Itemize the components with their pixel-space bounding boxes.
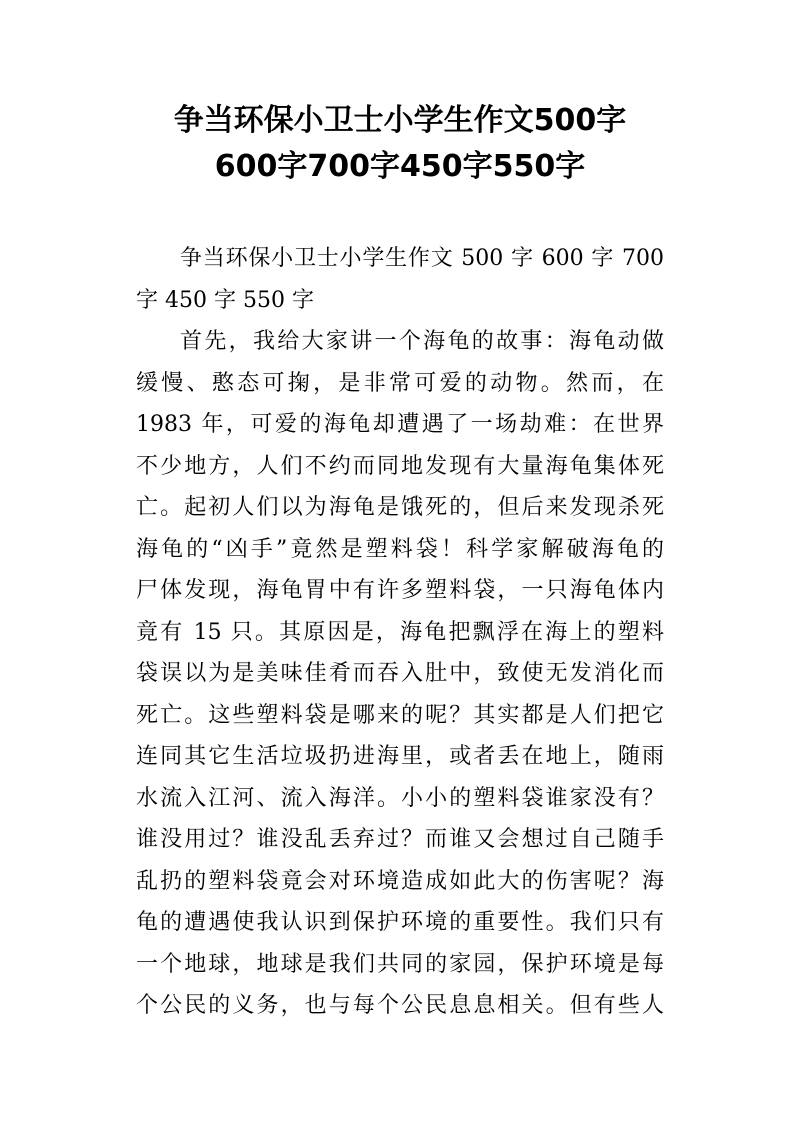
title-line-2: 600字700字450字550字 [214, 149, 586, 184]
body-line: 争当环保小卫士小学生作文 500 字 600 字 700 [180, 246, 664, 271]
body-line: 首先，我给大家讲一个海龟的故事：海龟动做 [180, 329, 664, 354]
body-line: 1983 年，可爱的海龟却遭遇了一场劫难：在世界 [136, 412, 664, 437]
body-line: 谁没用过？谁没乱丢弃过？而谁又会想过自己随手 [136, 827, 664, 852]
body-line: 个公民的义务，也与每个公民息息相关。但有些人 [136, 993, 664, 1018]
body-line: 不少地方，人们不约而同地发现有大量海龟集体死 [136, 453, 664, 479]
body-line: 尸体发现，海龟胃中有许多塑料袋，一只海龟体内 [136, 578, 664, 603]
body-line: 水流入江河、流入海洋。小小的塑料袋谁家没有？ [136, 785, 664, 811]
body-line: 字 450 字 550 字 [136, 287, 314, 313]
document-body [136, 238, 664, 1027]
title-line-1: 争当环保小卫士小学生作文500字 [173, 103, 627, 138]
body-line: 缓慢、憨态可掬，是非常可爱的动物。然而，在 [136, 370, 664, 396]
body-line: 死亡。这些塑料袋是哪来的呢？其实都是人们把它 [136, 702, 664, 728]
body-line: 龟的遭遇使我认识到保护环境的重要性。我们只有 [136, 910, 664, 935]
body-line: 亡。起初人们以为海龟是饿死的，但后来发现杀死 [136, 495, 664, 520]
body-line: 竟有 15 只。其原因是，海龟把飘浮在海上的塑料 [136, 619, 664, 645]
document-title [120, 98, 680, 190]
body-line: 乱扔的塑料袋竟会对环境造成如此大的伤害呢？海 [136, 868, 664, 894]
body-line: 一个地球，地球是我们共同的家园，保护环境是每 [136, 951, 664, 977]
body-line: 海龟的“凶手”竟然是塑料袋！科学家解破海龟的 [136, 536, 664, 562]
body-line: 袋误以为是美味佳肴而吞入肚中，致使无发消化而 [136, 661, 664, 686]
body-line: 连同其它生活垃圾扔进海里，或者丢在地上，随雨 [136, 744, 664, 769]
